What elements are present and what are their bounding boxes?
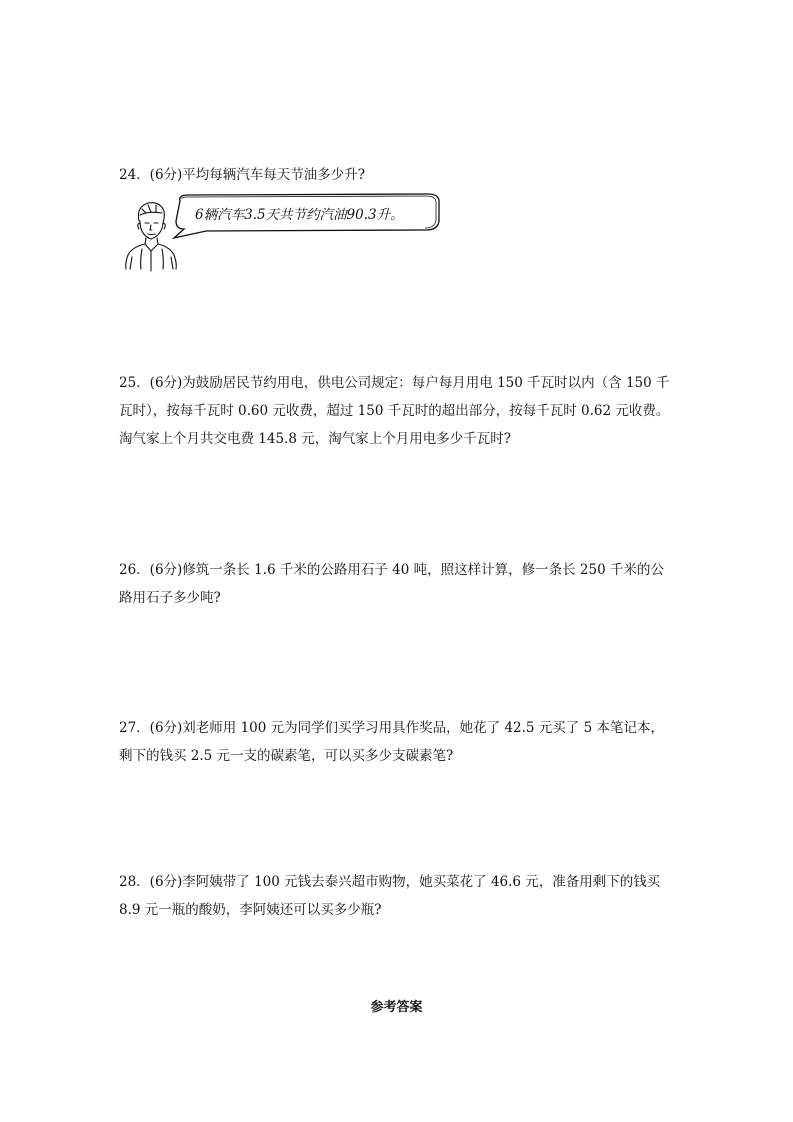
question-25-line-1: 25．(6分)为鼓励居民节约用电，供电公司规定：每户每月用电 150 千瓦时以内（含 150 千 xyxy=(119,375,670,391)
question-28-line-1: 28．(6分)李阿姨带了 100 元钱去泰兴超市购物，她买菜花了 46.6 元，准备用剩下的钱买 xyxy=(119,874,661,890)
speech-bubble-text: 6辆汽车3.5天共节约汽油90.3升。 xyxy=(195,207,404,223)
question-25 xyxy=(119,369,679,453)
question-26-line-2: 路用石子多少吨? xyxy=(119,590,221,606)
question-26-line-1: 26．(6分)修筑一条长 1.6 千米的公路用石子 40 吨，照这样计算，修一条长 250 千米的公 xyxy=(119,562,664,578)
man-figure xyxy=(126,203,177,271)
question-24 xyxy=(119,161,679,189)
question-27-line-2: 剩下的钱买 2.5 元一支的碳素笔，可以买多少支碳素笔? xyxy=(119,748,454,764)
question-27 xyxy=(119,714,679,770)
question-25-line-3: 淘气家上个月共交电费 145.8 元，淘气家上个月用电多少千瓦时? xyxy=(119,431,511,447)
question-26 xyxy=(119,556,679,612)
question-28 xyxy=(119,868,679,924)
question-24-line-1: 24．(6分)平均每辆汽车每天节油多少升? xyxy=(119,167,366,183)
question-28-line-2: 8.9 元一瓶的酸奶，李阿姨还可以买多少瓶? xyxy=(119,902,382,918)
answer-section-title: 参考答案 xyxy=(370,1000,423,1015)
question-25-line-2: 瓦时），按每千瓦时 0.60 元收费，超过 150 千瓦时的超出部分，按每千瓦时 0.62 元收费。 xyxy=(119,403,670,419)
question-27-line-1: 27．(6分)刘老师用 100 元为同学们买学习用具作奖品，她花了 42.5 元买了 5 本笔记本， xyxy=(119,720,664,736)
